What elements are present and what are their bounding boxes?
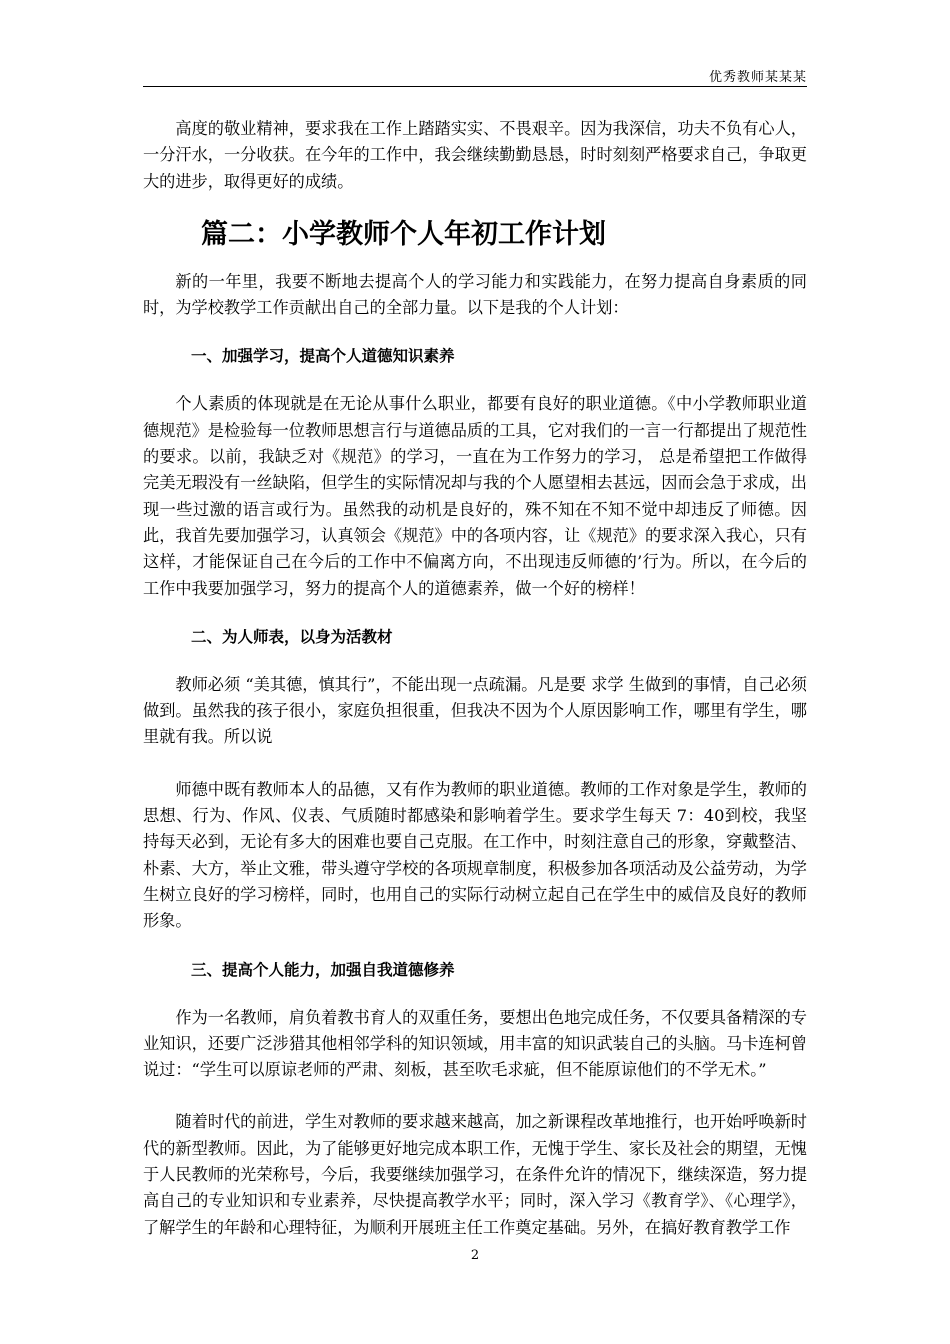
paragraph: 师德中既有教师本人的品德，又有作为教师的职业道德。教师的工作对象是学生，教师的思想、行为、作风、仪表、气质随时都感染和影响着学生。要求学生每天 7：40到校，我坚持每天必到，无论有多大的困难也要自己克服。在工作中，时刻注意自己的形象，穿戴整洁、朴素、大方，举止文雅，带头遵守学校的各项规章制度，积极参加各项活动及公益劳动，为学生树立良好的学习榜样，同时，也用自己的实际行动树立起自己在学生中的威信及良好的教师形象。 xyxy=(143,779,807,931)
section-heading: 一、加强学习，提高个人道德知识素养 xyxy=(191,347,455,366)
section-heading: 三、提高个人能力，加强自我道德修养 xyxy=(191,960,455,979)
document-body xyxy=(143,116,807,1241)
paragraph: 新的一年里，我要不断地去提高个人的学习能力和实践能力，在努力提高自身素质的同时，为学校教学工作贡献出自己的全部力量。以下是我的个人计划： xyxy=(143,271,807,318)
paragraph: 随着时代的前进，学生对教师的要求越来越高，加之新课程改革地推行，也开始呼唤新时代的新型教师。因此，为了能够更好地完成本职工作，无愧于学生、家长及社会的期望，无愧于人民教师的光荣称号，今后，我要继续加强学习，在条件允许的情况下，继续深造，努力提高自己的专业知识和专业素养，尽快提高教学水平；同时，深入学习《教育学》、《心理学》，了解学生的年龄和心理特征，为顺利开展班主任工作奠定基础。另外，在搞好教育教学工作 xyxy=(143,1112,807,1237)
section-heading: 二、为人师表，以身为活教材 xyxy=(191,627,393,646)
header-divider xyxy=(143,86,807,87)
article-title: 篇二：小学教师个人年初工作计划 xyxy=(201,218,606,250)
paragraph: 教师必须 “美其德，慎其行”，不能出现一点疏漏。凡是要 求学 生做到的事情，自己必须做到。虽然我的孩子很小，家庭负担很重，但我决不因为个人原因影响工作，哪里有学生，哪里就有我。所以说 xyxy=(143,674,807,747)
paragraph: 个人素质的体现就是在无论从事什么职业，都要有良好的职业道德。《中小学教师职业道德规范》是检验每一位教师思想言行与道德品质的工具，它对我们的一言一行都提出了规范性的要求。以前，我缺乏对《规范》的学习，一直在为工作努力的学习， 总是希望把工作做得完美无瑕没有一丝缺陷，但学生的实际情况却与我的个人愿望相去甚远，因而会急于求成，出现一些过激的语言或行为。虽然我的动机是良好的，殊不知在不知不觉中却违反了师德。因此，我首先要加强学习，认真领会《规范》中的各项内容，让《规范》的要求深入我心，只有这样，才能保证自己在今后的工作中不偏离方向，不出现违反师德的’行为。所以，在今后的工作中我要加强学习，努力的提高个人的道德素养，做一个好的榜样！ xyxy=(143,394,807,598)
paragraph: 作为一名教师，肩负着教书育人的双重任务，要想出色地完成任务，不仅要具备精深的专业知识，还要广泛涉猎其他相邻学科的知识领域，用丰富的知识武装自己的头脑。马卡连柯曾说过：“学生可以原谅老师的严肃、刻板，甚至吹毛求疵，但不能原谅他们的不学无术。” xyxy=(143,1007,807,1080)
page-number: 2 xyxy=(470,1248,480,1263)
running-header: 优秀教师某某某 xyxy=(708,70,807,85)
paragraph: 高度的敬业精神，要求我在工作上踏踏实实、不畏艰辛。因为我深信，功夫不负有心人，一分汗水，一分收获。在今年的工作中，我会继续勤勤恳恳，时时刻刻严格要求自己，争取更大的进步，取得更好的成绩。 xyxy=(143,119,807,191)
